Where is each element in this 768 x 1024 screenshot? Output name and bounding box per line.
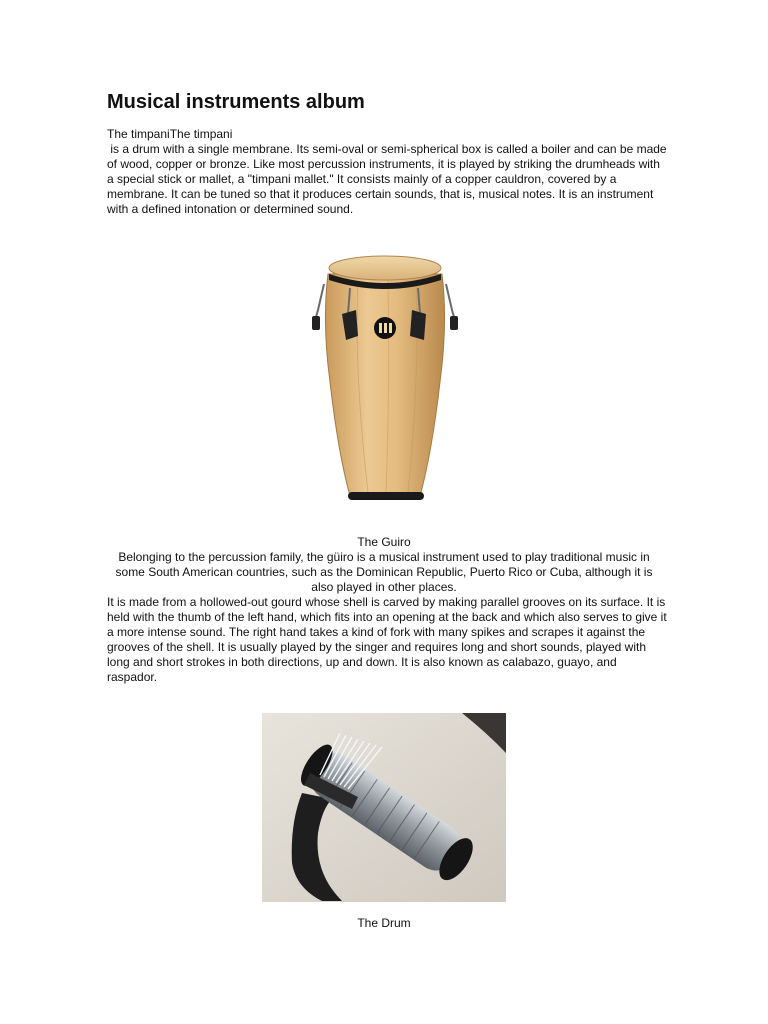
guiro-image — [262, 713, 506, 902]
timpani-heading-line: The timpaniThe timpani — [107, 127, 233, 141]
guiro-description: Belonging to the percussion family, the güiro is a musical instrument used to play traditional music in some South American countries, such as the Dominican Republic, Puerto Rico or Cuba, although it is also played in other places. — [115, 550, 653, 594]
page-title: Musical instruments album — [107, 91, 365, 113]
timpani-paragraph — [107, 127, 670, 217]
guiro-heading: The Guiro — [357, 535, 411, 549]
drum-heading: The Drum — [357, 916, 411, 930]
guiro-details: It is made from a hollowed-out gourd whose shell is carved by making parallel grooves on its surface. It is held with the thumb of the left hand, which fits into an opening at the back and which also serves to give it a more intense sound. The right hand takes a kind of fork with many spikes and scrapes it against the grooves of the shell. It is usually played by the singer and requires long and short sounds, played with long and short strokes in both directions, up and down. It is also known as calabazo, guayo, and raspador. — [107, 595, 667, 684]
timpani-description: is a drum with a single membrane. Its semi-oval or semi-spherical box is called a boiler and can be made of wood, copper or bronze. Like most percussion instruments, it is played by striking the drumheads with a special stick or mallet, a "timpani mallet." It consists mainly of a copper cauldron, covered by a membrane. It can be tuned so that it produces certain sounds, that is, musical notes. It is an instrument with a defined intonation or determined sound. — [107, 142, 670, 216]
conga-drum-image — [308, 252, 460, 510]
